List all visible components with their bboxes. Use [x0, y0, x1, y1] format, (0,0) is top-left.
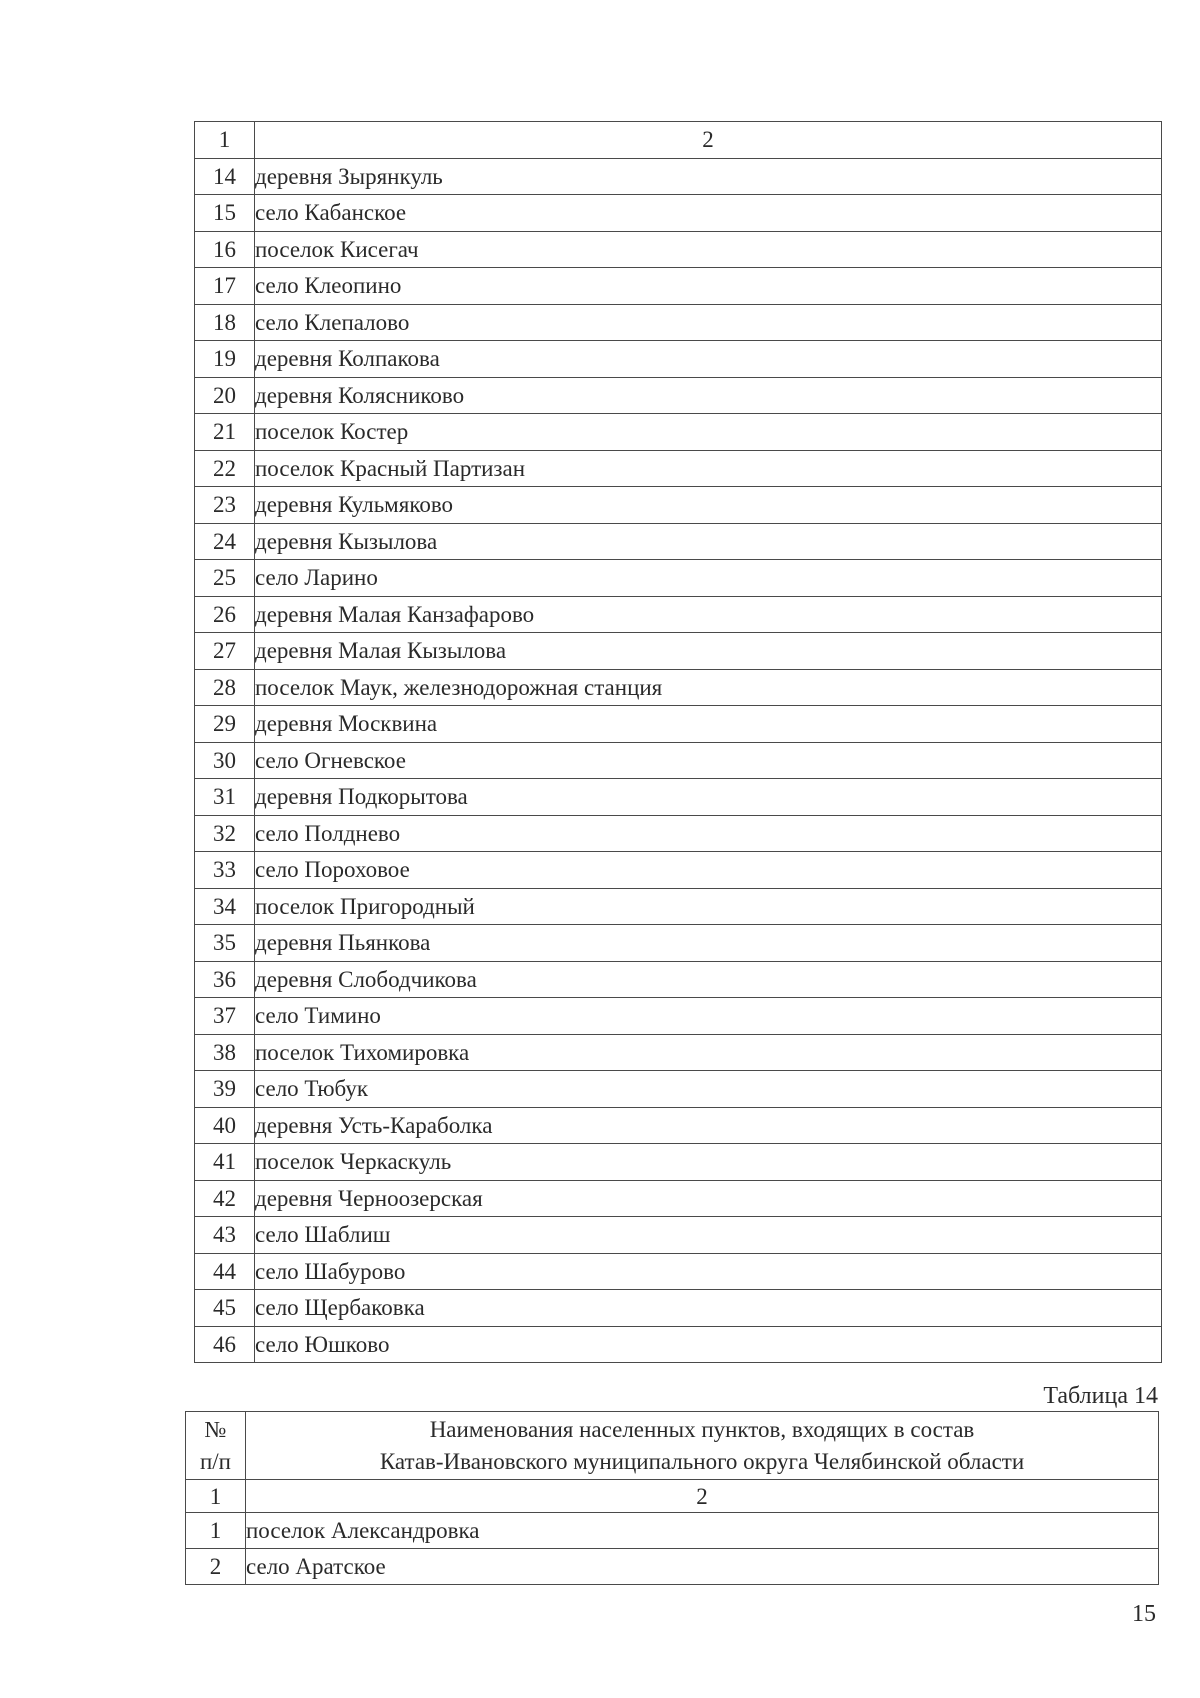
row-number: 26	[195, 596, 255, 633]
settlement-name: деревня Москвина	[255, 706, 1162, 743]
settlement-name: деревня Черноозерская	[255, 1180, 1162, 1217]
settlement-name: село Клеопино	[255, 268, 1162, 305]
header-name-cell	[246, 1412, 1159, 1480]
settlements-table-continued	[194, 121, 1162, 1363]
table-row	[195, 487, 1162, 524]
settlement-name: поселок Тихомировка	[255, 1034, 1162, 1071]
settlement-name: село Щербаковка	[255, 1290, 1162, 1327]
table-index-row	[195, 122, 1162, 159]
page-number: 15	[1132, 1601, 1156, 1627]
table-row	[195, 1107, 1162, 1144]
settlement-name: деревня Зырянкуль	[255, 158, 1162, 195]
index-col2: 2	[255, 122, 1162, 159]
table-row	[195, 450, 1162, 487]
row-number: 29	[195, 706, 255, 743]
katav-ivanovsky-settlements-table	[185, 1411, 1159, 1585]
settlement-name: деревня Пьянкова	[255, 925, 1162, 962]
settlement-name: деревня Колпакова	[255, 341, 1162, 378]
table-row	[195, 742, 1162, 779]
table-row	[195, 706, 1162, 743]
row-number: 34	[195, 888, 255, 925]
table-row	[186, 1513, 1159, 1549]
row-number: 36	[195, 961, 255, 998]
settlement-name: поселок Костер	[255, 414, 1162, 451]
settlement-name: село Тюбук	[255, 1071, 1162, 1108]
settlement-name: село Кабанское	[255, 195, 1162, 232]
row-number: 46	[195, 1326, 255, 1363]
table-row	[195, 633, 1162, 670]
row-number: 39	[195, 1071, 255, 1108]
row-number: 2	[186, 1549, 246, 1585]
table-row	[195, 961, 1162, 998]
table-row	[195, 669, 1162, 706]
table-row	[195, 596, 1162, 633]
row-number: 31	[195, 779, 255, 816]
table-row	[195, 268, 1162, 305]
row-number: 25	[195, 560, 255, 597]
header-name-line1: Наименования населенных пунктов, входящих в состав	[429, 1417, 975, 1443]
settlement-name: деревня Слободчикова	[255, 961, 1162, 998]
row-number: 37	[195, 998, 255, 1035]
table-row	[195, 195, 1162, 232]
row-number: 1	[186, 1513, 246, 1549]
table-index-row	[186, 1480, 1159, 1513]
row-number: 17	[195, 268, 255, 305]
settlement-name: деревня Кульмяково	[255, 487, 1162, 524]
settlement-name: село Ларино	[255, 560, 1162, 597]
table-row	[195, 779, 1162, 816]
row-number: 28	[195, 669, 255, 706]
table-row	[195, 377, 1162, 414]
settlement-name: село Огневское	[255, 742, 1162, 779]
row-number: 23	[195, 487, 255, 524]
table-header-row	[186, 1412, 1159, 1480]
settlement-name: поселок Кисегач	[255, 231, 1162, 268]
row-number: 24	[195, 523, 255, 560]
index-col1: 1	[195, 122, 255, 159]
table-row	[195, 815, 1162, 852]
settlement-name: поселок Черкаскуль	[255, 1144, 1162, 1181]
table-row	[195, 1326, 1162, 1363]
settlement-name: поселок Александровка	[246, 1513, 1159, 1549]
row-number: 42	[195, 1180, 255, 1217]
table-row	[195, 1071, 1162, 1108]
row-number: 21	[195, 414, 255, 451]
settlement-name: деревня Усть-Караболка	[255, 1107, 1162, 1144]
table-row	[195, 1034, 1162, 1071]
row-number: 43	[195, 1217, 255, 1254]
header-number-line2: п/п	[199, 1448, 231, 1474]
settlement-name: деревня Малая Кызылова	[255, 633, 1162, 670]
table-row	[195, 158, 1162, 195]
row-number: 20	[195, 377, 255, 414]
row-number: 45	[195, 1290, 255, 1327]
table-row	[195, 888, 1162, 925]
row-number: 30	[195, 742, 255, 779]
settlement-name: село Клепалово	[255, 304, 1162, 341]
table-row	[195, 1180, 1162, 1217]
table-row	[195, 523, 1162, 560]
table-row	[195, 1144, 1162, 1181]
row-number: 15	[195, 195, 255, 232]
settlement-name: поселок Маук, железнодорожная станция	[255, 669, 1162, 706]
settlement-name: поселок Пригородный	[255, 888, 1162, 925]
table-row	[195, 304, 1162, 341]
row-number: 27	[195, 633, 255, 670]
settlement-name: село Пороховое	[255, 852, 1162, 889]
settlement-name: деревня Колясниково	[255, 377, 1162, 414]
row-number: 16	[195, 231, 255, 268]
row-number: 44	[195, 1253, 255, 1290]
index-col1: 1	[186, 1480, 246, 1513]
row-number: 14	[195, 158, 255, 195]
table-caption: Таблица 14	[1043, 1383, 1158, 1409]
header-name-line2: Катав-Ивановского муниципального округа Челябинской области	[379, 1448, 1025, 1474]
settlement-name: село Юшково	[255, 1326, 1162, 1363]
row-number: 40	[195, 1107, 255, 1144]
settlement-name: село Шаблиш	[255, 1217, 1162, 1254]
settlement-name: поселок Красный Партизан	[255, 450, 1162, 487]
row-number: 32	[195, 815, 255, 852]
table-row	[195, 1253, 1162, 1290]
settlement-name: деревня Кызылова	[255, 523, 1162, 560]
table-row	[195, 998, 1162, 1035]
settlement-name: село Шабурово	[255, 1253, 1162, 1290]
row-number: 22	[195, 450, 255, 487]
table-row	[195, 560, 1162, 597]
table-row	[195, 414, 1162, 451]
table-row	[195, 341, 1162, 378]
row-number: 19	[195, 341, 255, 378]
settlement-name: деревня Подкорытова	[255, 779, 1162, 816]
table-row	[195, 1290, 1162, 1327]
settlement-name: село Полднево	[255, 815, 1162, 852]
header-number-cell	[186, 1412, 246, 1480]
table-row	[195, 1217, 1162, 1254]
index-col2: 2	[246, 1480, 1159, 1513]
row-number: 41	[195, 1144, 255, 1181]
header-number-line1: №	[204, 1417, 227, 1443]
settlement-name: село Аратское	[246, 1549, 1159, 1585]
row-number: 33	[195, 852, 255, 889]
table-row	[195, 231, 1162, 268]
row-number: 38	[195, 1034, 255, 1071]
table-row	[195, 925, 1162, 962]
settlement-name: село Тимино	[255, 998, 1162, 1035]
table-row	[186, 1549, 1159, 1585]
settlement-name: деревня Малая Канзафарово	[255, 596, 1162, 633]
row-number: 18	[195, 304, 255, 341]
row-number: 35	[195, 925, 255, 962]
table-row	[195, 852, 1162, 889]
